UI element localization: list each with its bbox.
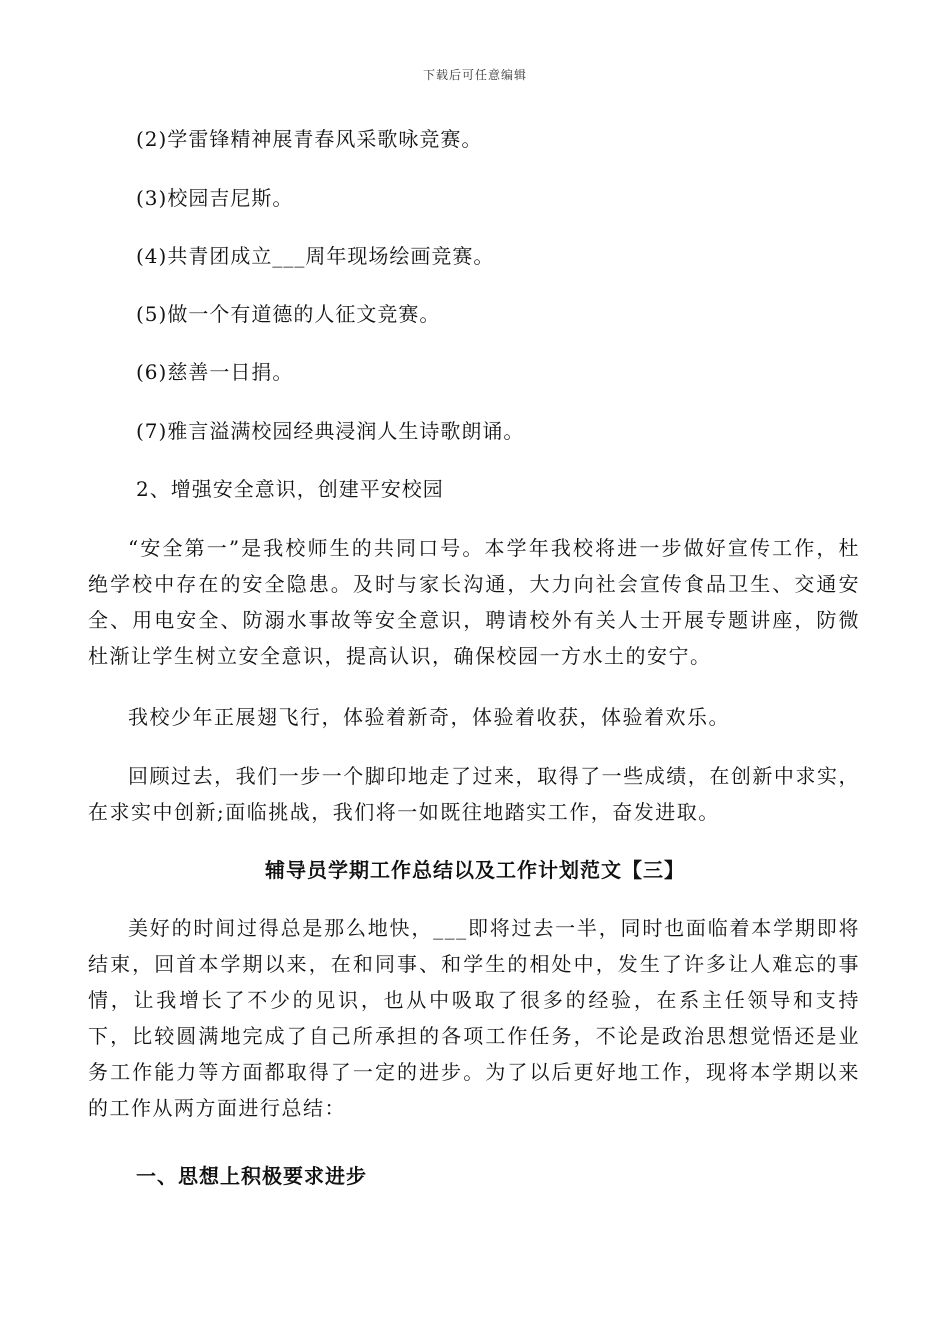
list-item: (3)校园吉尼斯。 bbox=[136, 186, 294, 210]
page-header: 下载后可任意编辑 bbox=[422, 68, 527, 82]
list-item: (4)共青团成立___周年现场绘画竞赛。 bbox=[136, 244, 495, 268]
body-paragraph: 我校少年正展翅飞行，体验着新奇，体验着收获，体验着欢乐。 bbox=[128, 705, 730, 729]
body-paragraph: 回顾过去，我们一步一个脚印地走了过来，取得了一些成绩，在创新中求实，在求实中创新;面临挑战，我们将一如既往地踏实工作，奋发进取。 bbox=[88, 764, 860, 824]
list-item: (6)慈善一日捐。 bbox=[136, 360, 294, 384]
body-paragraph: “安全第一”是我校师生的共同口号。本学年我校将进一步做好宣传工作，杜绝学校中存在的安全隐患。及时与家长沟通，大力向社会宣传食品卫生、交通安全、用电安全、防溺水事故等安全意识，聘请校外有关人士开展专题讲座，防微杜渐让学生树立安全意识，提高认识，确保校园一方水土的安宁。 bbox=[88, 536, 860, 668]
intro-paragraph: 美好的时间过得总是那么地快，___即将过去一半，同时也面临着本学期即将结束，回首本学期以来，在和同事、和学生的相处中，发生了许多让人难忘的事情，让我增长了不少的见识，也从中吸取了很多的经验，在系主任领导和支持下，比较圆满地完成了自己所承担的各项工作任务，不论是政治思想觉悟还是业务工作能力等方面都取得了一定的进步。为了以后更好地工作，现将本学期以来的工作从两方面进行总结： bbox=[88, 916, 860, 1120]
list-item: (5)做一个有道德的人征文竞赛。 bbox=[136, 302, 441, 326]
section-heading: 2、增强安全意识，创建平安校园 bbox=[136, 477, 444, 501]
subsection-heading: 一、思想上积极要求进步 bbox=[136, 1164, 367, 1188]
list-item: (2)学雷锋精神展青春风采歌咏竞赛。 bbox=[136, 127, 483, 151]
list-item: (7)雅言溢满校园经典浸润人生诗歌朗诵。 bbox=[136, 419, 525, 443]
section-title: 辅导员学期工作总结以及工作计划范文【三】 bbox=[265, 858, 685, 882]
